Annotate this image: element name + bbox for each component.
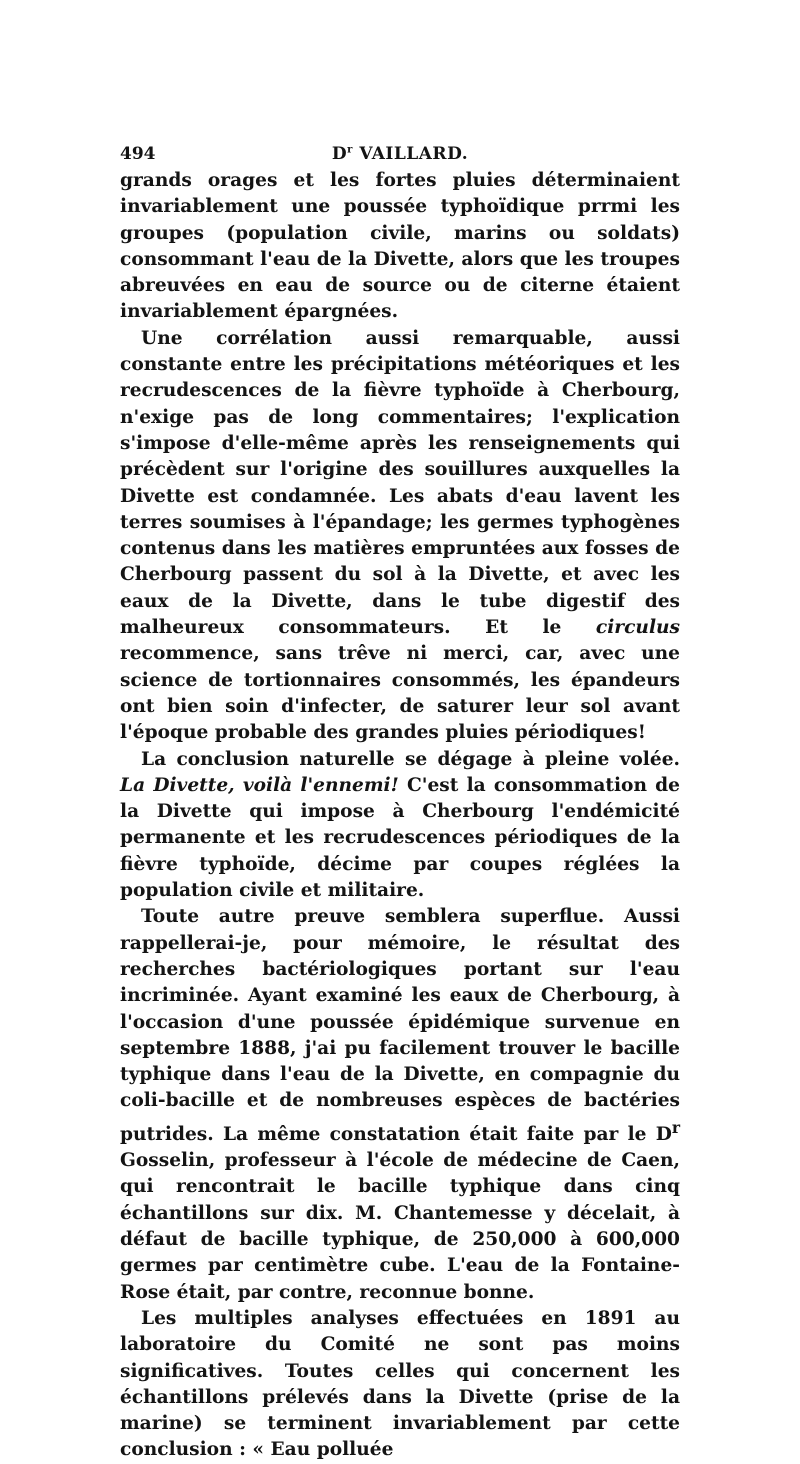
running-head: [120, 138, 680, 168]
book-page: [120, 138, 680, 1464]
paragraph-4: [120, 904, 680, 1306]
paragraph-5: [120, 1306, 680, 1464]
body-text: [120, 168, 680, 1464]
paragraph-1: [120, 168, 680, 326]
paragraph-4-text-a: Toute autre preuve semblera superflue. Aussi rappellerai-je, pour mémoire, le résultat des recherches bactériologiques portant sur l'eau incriminée. Ayant examiné les eaux de Cherbourg, à l'occasion d'une poussée épidémique survenue en septembre 1888, j'ai pu facilement trouver le bacille typhique dans l'eau de la Divette, en compagnie du coli-bacille et de nombreuses espèces de bactéries putrides. La même constatation était faite par le D: [120, 906, 680, 1145]
author-name: VAILLARD.: [359, 144, 469, 164]
author-sup: r: [347, 144, 353, 156]
running-title: [120, 144, 680, 164]
paragraph-1-text: grands orages et les fortes pluies déterminaient invariablement une poussée typhoïdique prrmi les groupes (population civile, marins ou soldats) consommant l'eau de la Divette, alors que les troupes abreuvées en eau de source ou de citerne étaient invariablement épargnées.: [120, 170, 680, 323]
paragraph-5-text: Les multiples analyses effectuées en 1891 au laboratoire du Comité ne sont pas moins significatives. Toutes celles qui concernent les échantillons prélevés dans la Divette (prise de la marine) se terminent invariablement par cette conclusion : « Eau polluée: [120, 1307, 680, 1461]
author-prefix: D: [331, 144, 348, 164]
paragraph-4-sup: r: [671, 1117, 680, 1137]
paragraph-3-italic: La Divette, voilà l'ennemi!: [120, 774, 399, 796]
page-number: 494: [120, 144, 156, 164]
paragraph-3-text-b: C'est la consommation de la Divette qui impose à Cherbourg l'endémicité permanente et les recrudescences périodiques de la fièvre typhoïde, décime par coupes réglées la population civile et militaire.: [120, 774, 681, 902]
paragraph-2-text-a: Une corrélation aussi remarquable, aussi constante entre les précipitations météoriques et les recrudescences de la fièvre typhoïde à Cherbourg, n'exige pas de long commentaires; l'explication s'impose d'elle-même après les renseignements qui précèdent sur l'origine des souillures auxquelles la Divette est condamnée. Les abats d'eau lavent les terres soumises à l'épandage; les germes typhogènes contenus dans les matières empruntées aux fosses de Cherbourg passent du sol à la Divette, et avec les eaux de la Divette, dans le tube digestif des malheureux consommateurs. Et le: [120, 327, 680, 639]
paragraph-2: [120, 326, 680, 747]
paragraph-2-italic: circulus: [595, 617, 680, 639]
paragraph-3: [120, 747, 680, 905]
paragraph-4-text-b: Gosselin, professeur à l'école de médecine de Caen, qui rencontrait le bacille typhique dans cinq échantillons sur dix. M. Chantemesse y décelait, à défaut de bacille typhique, de 250,000 à 600,000 germes par centimètre cube. L'eau de la Fontaine-Rose était, par contre, reconnue bonne.: [120, 1150, 680, 1303]
paragraph-2-text-b: recommence, sans trêve ni merci, car, avec une science de tortionnaires consommés, les épandeurs ont bien soin d'infecter, de saturer leur sol avant l'époque probable des grandes pluies périodiques!: [120, 643, 680, 744]
paragraph-3-text-a: La conclusion naturelle se dégage à pleine volée.: [141, 748, 680, 770]
